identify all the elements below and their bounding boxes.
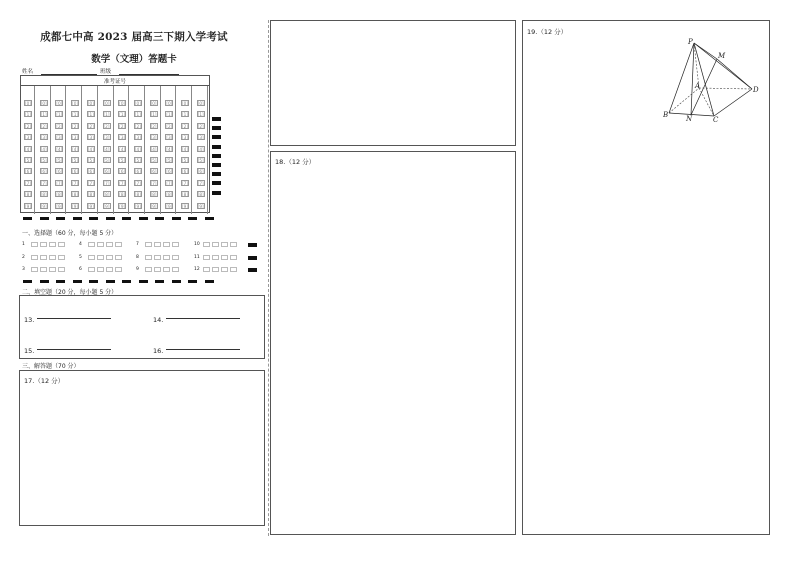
exam-id-bubble[interactable]: [9] [56,203,63,209]
exam-id-bubble[interactable]: [0] [87,101,94,106]
exam-id-bubble[interactable]: [9] [25,203,31,209]
exam-id-bubble[interactable]: [9] [182,203,188,209]
dash-mark [23,280,32,283]
exam-id-bubble[interactable]: [4] [197,146,204,152]
exam-id-bubble[interactable]: [9] [150,203,157,209]
exam-id-bubble[interactable]: [6] [40,169,47,175]
exam-id-column [68,86,82,214]
class-label: 班级 [100,69,112,75]
exam-id-bubble[interactable]: [3] [134,135,141,141]
exam-id-bubble[interactable]: [6] [25,169,31,175]
fill-item-14: 14. [153,316,164,324]
exam-id-bubble[interactable]: [9] [72,203,79,209]
exam-id-bubble[interactable]: [7] [119,180,126,186]
exam-id-bubble[interactable]: [1] [150,112,157,118]
dash-mark [122,217,131,220]
exam-id-bubble[interactable]: [5] [25,158,31,163]
timing-mark [212,191,221,195]
exam-id-bubble[interactable]: [0] [40,101,47,106]
solve-section-title: 三、解答题（70 分） [22,363,80,370]
exam-id-bubble[interactable]: [7] [197,180,204,186]
exam-id-bubble[interactable]: [8] [56,192,63,198]
label-M: M [718,52,726,60]
choice-option-bubble[interactable] [203,255,210,260]
exam-id-bubble[interactable]: [7] [166,180,173,186]
exam-id-bubble[interactable]: [8] [87,192,94,198]
fill-line-15[interactable] [37,349,111,350]
exam-id-bubble[interactable]: [4] [150,146,157,152]
exam-id-bubble[interactable]: [5] [166,158,173,163]
exam-id-bubble[interactable]: [1] [182,112,188,118]
exam-id-bubble[interactable]: [4] [166,146,173,152]
exam-id-bubble[interactable]: [1] [166,112,173,118]
exam-id-bubble[interactable]: [4] [119,146,126,152]
exam-id-column [194,86,208,214]
fill-line-13[interactable] [37,318,111,319]
fill-item-16: 16. [153,347,164,355]
choice-option-bubble[interactable] [58,267,65,272]
exam-id-bubble[interactable]: [1] [103,112,110,118]
exam-id-bubble[interactable]: [8] [150,192,157,198]
exam-id-bubble[interactable]: [6] [119,169,126,175]
choice-option-bubble[interactable] [40,267,47,272]
class-field[interactable] [119,68,179,75]
choice-option-bubble[interactable] [212,255,219,260]
exam-id-column [147,86,161,214]
exam-id-bubble[interactable]: [2] [87,123,94,129]
choice-option-bubble[interactable] [221,255,228,260]
exam-id-bubble[interactable]: [9] [166,203,173,209]
exam-id-bubble[interactable]: [6] [197,169,204,175]
exam-id-grid [20,75,210,213]
exam-id-column [84,86,98,214]
choice-option-bubble[interactable] [58,242,65,247]
choice-option-bubble[interactable] [163,242,170,247]
exam-id-bubble[interactable]: [3] [150,135,157,141]
choice-option-bubble[interactable] [145,267,152,272]
choice-option-bubble[interactable] [154,255,161,260]
exam-id-bubble[interactable]: [5] [40,158,47,163]
exam-id-bubble[interactable]: [5] [182,158,188,163]
q18-answer-box[interactable] [270,151,516,535]
choice-option-bubble[interactable] [203,267,210,272]
exam-id-bubble[interactable]: [7] [182,180,188,186]
choice-number: 6 [79,266,82,272]
exam-id-bubble[interactable]: [9] [40,203,47,209]
exam-id-bubble[interactable]: [4] [103,146,110,152]
name-label: 姓名 [22,69,34,75]
choice-option-bubble[interactable] [106,267,113,272]
timing-mark [248,256,257,260]
pyramid-figure [663,37,763,123]
choice-option-bubble[interactable] [145,255,152,260]
exam-id-column [162,86,176,214]
exam-id-bubble[interactable]: [0] [25,101,31,106]
exam-id-bubble[interactable]: [2] [150,123,157,129]
exam-id-bubble[interactable]: [8] [197,192,204,198]
exam-id-bubble[interactable]: [9] [87,203,94,209]
exam-id-bubble[interactable]: [3] [119,135,126,141]
fill-line-14[interactable] [166,318,240,319]
exam-id-bubble[interactable]: [7] [150,180,157,186]
exam-id-bubble[interactable]: [3] [25,135,31,141]
choice-option-bubble[interactable] [230,255,237,260]
name-row [22,67,97,75]
exam-id-bubble[interactable]: [5] [134,158,141,163]
timing-mark [212,117,221,121]
exam-id-bubble[interactable]: [4] [182,146,188,152]
timing-mark [212,154,221,158]
exam-id-bubble[interactable]: [9] [103,203,110,209]
exam-id-bubble[interactable]: [8] [40,192,47,198]
dash-mark [122,280,131,283]
dash-mark [89,217,98,220]
choice-option-bubble[interactable] [88,242,95,247]
choice-option-bubble[interactable] [172,267,179,272]
exam-id-bubble[interactable]: [8] [134,192,141,198]
exam-id-bubble[interactable]: [7] [103,180,110,186]
exam-id-bubble[interactable]: [2] [134,123,141,129]
choice-option-bubble[interactable] [97,242,104,247]
choice-option-bubble[interactable] [172,255,179,260]
fill-line-16[interactable] [166,349,240,350]
class-row [100,67,179,75]
choice-option-bubble[interactable] [163,267,170,272]
dash-mark [106,217,115,220]
q17-answer-box[interactable] [19,370,265,526]
fill-answer-box [19,295,265,359]
exam-id-bubble[interactable]: [1] [25,112,31,118]
choice-option-bubble[interactable] [154,242,161,247]
fold-line [268,20,269,536]
exam-id-bubble[interactable]: [5] [150,158,157,163]
exam-id-bubble[interactable]: [8] [182,192,188,198]
exam-id-bubble[interactable]: [3] [40,135,47,141]
choice-section-title: 一、选择题（60 分，每小题 5 分） [22,230,118,237]
choice-option-bubble[interactable] [88,267,95,272]
dash-mark [40,280,49,283]
exam-id-bubble[interactable]: [2] [103,123,110,129]
choice-option-bubble[interactable] [40,242,47,247]
dash-mark [139,280,148,283]
exam-id-bubble[interactable]: [3] [182,135,188,141]
choice-option-bubble[interactable] [31,255,38,260]
exam-id-bubble[interactable]: [7] [87,180,94,186]
exam-id-bubble[interactable]: [5] [119,158,126,163]
exam-id-bubble[interactable]: [3] [103,135,110,141]
exam-id-bubble[interactable]: [2] [197,123,204,129]
exam-id-bubble[interactable]: [0] [103,101,110,106]
exam-id-bubble[interactable]: [0] [197,101,204,106]
timing-mark [248,243,257,247]
exam-id-bubble[interactable]: [8] [25,192,31,198]
exam-id-bubble[interactable]: [1] [56,112,63,118]
choice-option-bubble[interactable] [212,242,219,247]
timing-mark [212,126,221,130]
choice-number: 3 [22,266,25,272]
timing-mark [212,145,221,149]
exam-id-column [178,86,192,214]
exam-id-bubble[interactable]: [2] [56,123,63,129]
exam-id-bubble[interactable]: [6] [150,169,157,175]
exam-id-bubble[interactable]: [7] [25,180,31,186]
choice-number: 12 [194,266,200,272]
fill-section-title: 二、填空题（20 分，每小题 5 分） [22,289,118,296]
exam-id-bubble[interactable]: [5] [56,158,63,163]
exam-id-bubble[interactable]: [7] [56,180,63,186]
dash-mark [56,217,65,220]
exam-id-bubble[interactable]: [3] [87,135,94,141]
choice-option-bubble[interactable] [40,255,47,260]
timing-mark [212,172,221,176]
exam-id-bubble[interactable]: [7] [40,180,47,186]
choice-number: 1 [22,241,25,247]
exam-id-bubble[interactable]: [4] [25,146,31,152]
choice-option-bubble[interactable] [115,255,122,260]
exam-id-bubble[interactable]: [8] [119,192,126,198]
exam-id-bubble[interactable]: [9] [134,203,141,209]
q17-label: 17.（12 分） [24,377,65,385]
choice-option-bubble[interactable] [88,255,95,260]
choice-option-bubble[interactable] [221,267,228,272]
exam-id-bubble[interactable]: [5] [103,158,110,163]
continued-answer-box[interactable] [270,20,516,146]
choice-option-bubble[interactable] [31,242,38,247]
exam-id-column [100,86,114,214]
exam-id-bubble[interactable]: [5] [72,158,79,163]
choice-option-bubble[interactable] [58,255,65,260]
exam-id-bubble[interactable]: [4] [87,146,94,152]
choice-number: 9 [136,266,139,272]
choice-option-bubble[interactable] [97,267,104,272]
card-title: 数学（文理）答题卡 [91,54,177,65]
exam-id-column [131,86,145,214]
exam-id-bubble[interactable]: [0] [56,101,63,106]
exam-id-bubble[interactable]: [2] [182,123,188,129]
dash-mark [155,280,164,283]
dash-mark [23,217,32,220]
exam-id-column [21,86,35,214]
exam-id-bubble[interactable]: [6] [166,169,173,175]
exam-id-bubble[interactable]: [6] [72,169,79,175]
choice-option-bubble[interactable] [31,267,38,272]
exam-id-bubble[interactable]: [6] [134,169,141,175]
exam-id-bubble[interactable]: [0] [119,101,126,106]
exam-id-bubble[interactable]: [0] [182,101,188,106]
exam-id-bubble[interactable]: [6] [56,169,63,175]
exam-id-bubble[interactable]: [2] [40,123,47,129]
exam-id-bubble[interactable]: [2] [25,123,31,129]
choice-number: 7 [136,241,139,247]
label-P: P [688,38,693,46]
timing-mark [212,181,221,185]
dash-mark [139,217,148,220]
exam-id-bubble[interactable]: [4] [56,146,63,152]
exam-id-bubble[interactable]: [4] [40,146,47,152]
label-A: A [695,82,701,90]
exam-id-bubble[interactable]: [1] [87,112,94,118]
exam-id-bubble[interactable]: [1] [72,112,79,118]
exam-id-bubble[interactable]: [0] [150,101,157,106]
dash-mark [188,217,197,220]
exam-id-bubble[interactable]: [0] [72,101,79,106]
exam-id-bubble[interactable]: [8] [103,192,110,198]
choice-option-bubble[interactable] [221,242,228,247]
fill-item-15: 15. [24,347,35,355]
name-field[interactable] [41,68,97,75]
exam-id-bubble[interactable]: [2] [166,123,173,129]
exam-id-bubble[interactable]: [4] [134,146,141,152]
dash-mark [188,280,197,283]
choice-option-bubble[interactable] [115,242,122,247]
dash-mark [172,280,181,283]
exam-id-column [115,86,129,214]
exam-id-bubble[interactable]: [8] [72,192,79,198]
choice-option-bubble[interactable] [97,255,104,260]
fill-item-13: 13. [24,316,35,324]
exam-id-bubble[interactable]: [3] [56,135,63,141]
exam-id-bubble[interactable]: [6] [182,169,188,175]
choice-option-bubble[interactable] [49,267,56,272]
exam-id-bubble[interactable]: [6] [103,169,110,175]
choice-option-bubble[interactable] [106,255,113,260]
choice-number: 2 [22,254,25,260]
dash-mark [73,217,82,220]
school-title: 成都七中高 2023 届高三下期入学考试 [40,31,228,43]
choice-option-bubble[interactable] [230,267,237,272]
choice-option-bubble[interactable] [172,242,179,247]
timing-mark [248,268,257,272]
choice-number: 11 [194,254,200,260]
dash-mark [205,280,214,283]
dash-mark [56,280,65,283]
exam-id-bubble[interactable]: [1] [197,112,204,118]
dash-mark [73,280,82,283]
choice-option-bubble[interactable] [230,242,237,247]
choice-option-bubble[interactable] [115,267,122,272]
exam-id-bubble[interactable]: [2] [72,123,79,129]
exam-id-bubble[interactable]: [0] [134,101,141,106]
exam-id-bubble[interactable]: [6] [87,169,94,175]
label-N: N [686,115,693,123]
exam-id-bubble[interactable]: [9] [119,203,126,209]
dash-mark [40,217,49,220]
exam-id-bubble[interactable]: [7] [134,180,141,186]
dash-mark [205,217,214,220]
q18-label: 18.（12 分） [275,158,316,166]
exam-id-bubble[interactable]: [3] [72,135,79,141]
q19-answer-box[interactable] [522,20,770,535]
exam-id-bubble[interactable]: [5] [197,158,204,163]
exam-id-bubble[interactable]: [3] [197,135,204,141]
exam-id-bubble[interactable]: [1] [134,112,141,118]
label-C: C [713,116,719,123]
choice-number: 4 [79,241,82,247]
choice-option-bubble[interactable] [49,242,56,247]
exam-id-bubble[interactable]: [1] [119,112,126,118]
dash-mark [89,280,98,283]
choice-option-bubble[interactable] [212,267,219,272]
exam-id-bubble[interactable]: [7] [72,180,79,186]
exam-id-bubble[interactable]: [4] [72,146,79,152]
choice-number: 10 [194,241,200,247]
choice-option-bubble[interactable] [163,255,170,260]
exam-id-bubble[interactable]: [9] [197,203,204,209]
exam-id-column [52,86,66,214]
choice-option-bubble[interactable] [106,242,113,247]
exam-id-column [37,86,51,214]
dash-mark [172,217,181,220]
dash-mark [155,217,164,220]
exam-id-bubble[interactable]: [3] [166,135,173,141]
exam-id-bubble[interactable]: [5] [87,158,94,163]
dash-mark [106,280,115,283]
q19-label: 19.（12 分） [527,28,568,36]
choice-option-bubble[interactable] [49,255,56,260]
choice-option-bubble[interactable] [145,242,152,247]
label-D: D [753,86,759,94]
timing-mark [212,135,221,139]
timing-mark [212,163,221,167]
choice-option-bubble[interactable] [203,242,210,247]
choice-option-bubble[interactable] [154,267,161,272]
choice-number: 8 [136,254,139,260]
exam-id-bubble[interactable]: [1] [40,112,47,118]
choice-number: 5 [79,254,82,260]
exam-id-bubble[interactable]: [8] [166,192,173,198]
exam-id-bubble[interactable]: [2] [119,123,126,129]
label-B: B [663,111,669,119]
exam-id-label: 准考证号 [21,77,209,86]
exam-id-bubble[interactable]: [0] [166,101,173,106]
